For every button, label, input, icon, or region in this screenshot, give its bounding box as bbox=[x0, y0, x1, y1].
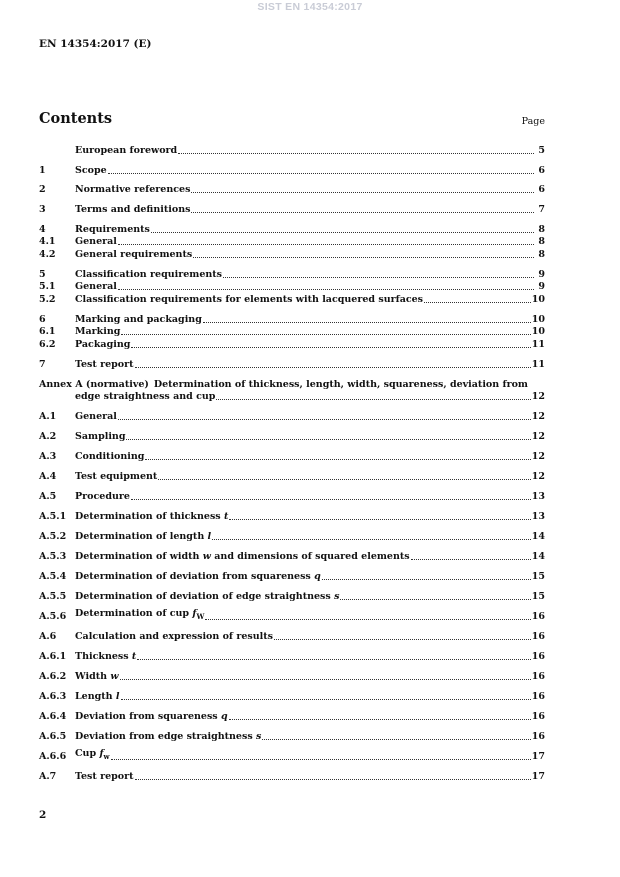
toc-entry-title-group bbox=[75, 671, 119, 683]
toc-entry-page: 11 bbox=[531, 339, 545, 350]
toc-entry-title-group bbox=[75, 451, 144, 463]
toc-entry-number: A.5.2 bbox=[39, 531, 67, 542]
toc-entry-page: 13 bbox=[531, 511, 545, 522]
toc-entry-number: 6.2 bbox=[39, 339, 56, 350]
toc-entry-title: Procedure bbox=[75, 491, 130, 502]
toc-entry-title-group bbox=[75, 651, 136, 663]
toc-entry[interactable] bbox=[39, 471, 545, 483]
toc-entry-variable: w bbox=[202, 551, 211, 562]
toc-entry-title-group bbox=[75, 511, 228, 523]
toc-entry[interactable] bbox=[39, 359, 545, 371]
toc-entry-number: 4 bbox=[39, 224, 46, 235]
toc-entry[interactable] bbox=[39, 204, 545, 216]
toc-dot-leader bbox=[274, 639, 531, 640]
toc-entry[interactable] bbox=[39, 771, 545, 783]
toc-dot-leader bbox=[191, 212, 534, 213]
toc-entry-title: General bbox=[75, 236, 117, 247]
toc-dot-leader bbox=[120, 679, 531, 680]
toc-entry[interactable] bbox=[39, 748, 545, 763]
toc-dot-leader bbox=[212, 539, 531, 540]
toc-dot-leader bbox=[229, 519, 530, 520]
toc-entry-title: Determination of cup bbox=[75, 608, 190, 620]
toc-entry-title: Marking and packaging bbox=[75, 314, 202, 325]
toc-entry-title-group bbox=[75, 281, 117, 293]
toc-entry-variable: t bbox=[223, 511, 229, 522]
toc-entry-page: 16 bbox=[531, 651, 545, 662]
toc-entry-title: Marking bbox=[75, 326, 121, 337]
toc-dot-leader bbox=[216, 399, 530, 400]
toc-entry-page: 14 bbox=[531, 551, 545, 562]
toc-entry-title-group bbox=[75, 145, 177, 157]
toc-entry-number: A.1 bbox=[39, 411, 57, 422]
toc-entry[interactable] bbox=[39, 165, 545, 177]
toc-entry-number: 3 bbox=[39, 204, 46, 215]
toc-entry[interactable] bbox=[39, 731, 545, 743]
toc-entry-number: 4.1 bbox=[39, 236, 56, 247]
toc-entry[interactable] bbox=[39, 571, 545, 583]
toc-entry-number: A.6.3 bbox=[39, 691, 67, 702]
toc-entry-title: General requirements bbox=[75, 249, 193, 260]
toc-dot-leader bbox=[193, 257, 534, 258]
toc-dot-leader bbox=[191, 192, 534, 193]
toc-entry[interactable] bbox=[39, 591, 545, 603]
toc-entry-page: 8 bbox=[538, 224, 545, 235]
toc-entry-number: A.6.1 bbox=[39, 651, 67, 662]
toc-entry-page: 13 bbox=[531, 491, 545, 502]
toc-entry-title: Classification requirements for elements with lacquered surfaces bbox=[75, 294, 424, 305]
toc-entry-title: Conditioning bbox=[75, 451, 145, 462]
toc-entry-title: Cup bbox=[75, 748, 97, 760]
toc-entry-page: 8 bbox=[538, 236, 545, 247]
toc-entry-page: 12 bbox=[531, 411, 545, 422]
toc-entry-title: Determination of deviation from squareness bbox=[75, 571, 311, 582]
toc-entry-number: A.5 bbox=[39, 491, 57, 502]
toc-entry-title-group bbox=[75, 236, 117, 248]
toc-entry-title-group bbox=[75, 631, 273, 643]
toc-entry-page: 7 bbox=[538, 204, 545, 215]
toc-entry-title-group bbox=[75, 431, 125, 443]
toc-entry-number: A.5.3 bbox=[39, 551, 67, 562]
toc-entry[interactable] bbox=[39, 339, 545, 351]
toc-entry-number: A.6 bbox=[39, 631, 57, 642]
toc-entry-title-group bbox=[75, 224, 150, 236]
toc-entry-title: Test report bbox=[75, 771, 134, 782]
toc-entry-title-group bbox=[75, 571, 321, 583]
toc-entry-variable: t bbox=[131, 651, 137, 662]
toc-entry[interactable] bbox=[39, 651, 545, 663]
toc-entry-title-group bbox=[75, 294, 423, 306]
toc-entry-page: 6 bbox=[538, 184, 545, 195]
toc-dot-leader bbox=[411, 559, 531, 560]
toc-entry-page: 12 bbox=[531, 451, 545, 462]
toc-entry-title: European foreword bbox=[75, 145, 178, 156]
toc-entry-number: A.5.6 bbox=[39, 611, 67, 622]
toc-entry-title: Packaging bbox=[75, 339, 131, 350]
toc-entry-number: 7 bbox=[39, 359, 46, 370]
toc-entry-title-group bbox=[75, 591, 339, 603]
toc-entry[interactable] bbox=[39, 236, 545, 248]
toc-entry-variable: s bbox=[334, 591, 340, 602]
toc-entry[interactable] bbox=[39, 431, 545, 443]
toc-dot-leader bbox=[137, 659, 530, 660]
toc-entry-title: Calculation and expression of results bbox=[75, 631, 273, 642]
toc-entry-title: Terms and definitions bbox=[75, 204, 191, 215]
toc-entry-number: 2 bbox=[39, 184, 46, 195]
toc-entry-page: 12 bbox=[531, 431, 545, 442]
toc-entry-page: 16 bbox=[531, 631, 545, 642]
toc-entry-title-group bbox=[75, 691, 120, 703]
toc-entry-variable: l bbox=[115, 691, 120, 702]
toc-entry-number: 5.1 bbox=[39, 281, 56, 292]
toc-entry-variable: q bbox=[220, 711, 228, 722]
toc-entry-page: 5 bbox=[538, 145, 545, 156]
toc-entry-title-group bbox=[75, 249, 192, 261]
toc-entry-number: A.4 bbox=[39, 471, 57, 482]
toc-entry-title-group bbox=[75, 771, 134, 783]
toc-entry-title: Normative references bbox=[75, 184, 191, 195]
toc-entry-title: Scope bbox=[75, 165, 107, 176]
toc-entry-page: 12 bbox=[531, 471, 545, 482]
toc-entry-page: 9 bbox=[538, 281, 545, 292]
toc-entry[interactable] bbox=[39, 294, 545, 306]
toc-dot-leader bbox=[118, 289, 534, 290]
toc-entry-number: A.3 bbox=[39, 451, 57, 462]
toc-entry-title: Width bbox=[75, 671, 108, 682]
toc-entry-title: Determination of thickness, length, width, squareness, deviation from bbox=[153, 379, 528, 390]
toc-dot-leader bbox=[145, 459, 530, 460]
toc-dot-leader bbox=[322, 579, 531, 580]
toc-entry[interactable] bbox=[39, 184, 545, 196]
toc-entry-title: Thickness bbox=[75, 651, 129, 662]
toc-entry[interactable] bbox=[39, 491, 545, 503]
toc-entry-number: A.6.6 bbox=[39, 751, 67, 762]
toc-entry-title: Deviation from squareness bbox=[75, 711, 218, 722]
toc-entry-title: Test equipment bbox=[75, 471, 158, 482]
toc-dot-leader bbox=[229, 719, 531, 720]
document-id: EN 14354:2017 (E) bbox=[39, 38, 152, 50]
toc-dot-leader bbox=[108, 173, 534, 174]
toc-entry-number: 6 bbox=[39, 314, 46, 325]
toc-entry-page: 6 bbox=[538, 165, 545, 176]
page-number: 2 bbox=[39, 809, 47, 821]
toc-entry[interactable] bbox=[39, 281, 545, 293]
toc-entry-page: 15 bbox=[531, 591, 545, 602]
toc-entry[interactable] bbox=[39, 326, 545, 338]
toc-entry-title-group bbox=[75, 314, 202, 326]
toc-entry-title-group bbox=[75, 359, 134, 371]
toc-entry-number: 5 bbox=[39, 269, 46, 280]
toc-entry-title: Test report bbox=[75, 359, 134, 370]
toc-entry[interactable] bbox=[39, 249, 545, 261]
toc-entry-page: 14 bbox=[531, 531, 545, 542]
toc-dot-leader bbox=[135, 367, 531, 368]
toc-entry-title-group bbox=[75, 339, 130, 351]
toc-dot-leader bbox=[151, 232, 534, 233]
page-column-header: Page bbox=[521, 116, 545, 127]
toc-entry[interactable] bbox=[39, 531, 545, 543]
toc-dot-leader bbox=[121, 699, 531, 700]
toc-entry-page: 16 bbox=[531, 691, 545, 702]
toc-entry[interactable] bbox=[39, 451, 545, 463]
toc-entry-page: 17 bbox=[531, 751, 545, 762]
toc-entry-title-suffix: and dimensions of squared elements bbox=[214, 551, 410, 562]
toc-dot-leader bbox=[131, 499, 531, 500]
toc-entry-page: 12 bbox=[531, 391, 545, 402]
toc-entry-page: 11 bbox=[531, 359, 545, 370]
toc-entry-title-group bbox=[75, 165, 107, 177]
toc-dot-leader bbox=[205, 619, 530, 620]
toc-entry-variable: f bbox=[99, 748, 104, 760]
toc-entry[interactable] bbox=[39, 511, 545, 523]
toc-entry-number: 6.1 bbox=[39, 326, 56, 337]
toc-entry-number: 4.2 bbox=[39, 249, 56, 260]
toc-entry-title: General bbox=[75, 281, 117, 292]
toc-entry[interactable] bbox=[39, 551, 545, 563]
toc-entry-number: A.6.4 bbox=[39, 711, 67, 722]
toc-entry-page: 10 bbox=[531, 326, 545, 337]
toc-dot-leader bbox=[126, 439, 530, 440]
toc-entry-page: 17 bbox=[531, 771, 545, 782]
toc-dot-leader bbox=[178, 153, 534, 154]
toc-entry-title-group bbox=[75, 748, 110, 763]
toc-entry[interactable] bbox=[39, 411, 545, 423]
toc-entry-title: Determination of thickness bbox=[75, 511, 221, 522]
toc-entry-page: 16 bbox=[531, 731, 545, 742]
toc-entry-variable: f bbox=[192, 608, 197, 620]
toc-entry-page: 10 bbox=[531, 314, 545, 325]
toc-entry-title-group bbox=[75, 269, 222, 281]
toc-dot-leader bbox=[135, 779, 531, 780]
toc-entry-title: edge straightness and cup bbox=[75, 391, 216, 402]
toc-entry[interactable] bbox=[39, 379, 545, 403]
toc-entry-number: A.2 bbox=[39, 431, 57, 442]
toc-entry-variable: l bbox=[207, 531, 212, 542]
toc-entry-page: 10 bbox=[531, 294, 545, 305]
toc-entry-title: Determination of deviation of edge straightness bbox=[75, 591, 331, 602]
toc-entry-number: A.5.5 bbox=[39, 591, 67, 602]
toc-entry-number: 1 bbox=[39, 165, 46, 176]
toc-entry-page: 16 bbox=[531, 611, 545, 622]
toc-dot-leader bbox=[424, 302, 531, 303]
toc-dot-leader bbox=[118, 244, 534, 245]
toc-entry[interactable] bbox=[39, 711, 545, 723]
toc-entry-title-group bbox=[75, 731, 261, 743]
watermark: SIST EN 14354:2017 bbox=[257, 1, 363, 13]
toc-entry-title: Deviation from edge straightness bbox=[75, 731, 253, 742]
toc-entry-variable-subscript: w bbox=[103, 752, 110, 761]
toc-entry-number: A.6.2 bbox=[39, 671, 67, 682]
toc-entry-page: 16 bbox=[531, 671, 545, 682]
toc-entry[interactable] bbox=[39, 224, 545, 236]
toc-entry-title-group bbox=[75, 491, 130, 503]
toc-entry[interactable] bbox=[39, 145, 545, 157]
toc-entry-number: 5.2 bbox=[39, 294, 56, 305]
toc-entry-title-group bbox=[75, 531, 211, 543]
toc-dot-leader bbox=[118, 419, 531, 420]
toc-entry-title-group bbox=[75, 411, 117, 423]
toc-entry-number: A.6.5 bbox=[39, 731, 67, 742]
toc-entry-title-group bbox=[75, 326, 120, 338]
toc-dot-leader bbox=[131, 347, 530, 348]
toc-annex-label: Annex A (normative) bbox=[39, 379, 149, 390]
toc-entry-title: Classification requirements bbox=[75, 269, 223, 280]
toc-entry-title: Sampling bbox=[75, 431, 126, 442]
toc-entry[interactable] bbox=[39, 691, 545, 703]
toc-entry-variable: q bbox=[314, 571, 321, 582]
toc-entry-variable: s bbox=[256, 731, 262, 742]
toc-entry-title-group bbox=[75, 551, 410, 563]
toc-entry-title: Determination of width bbox=[75, 551, 200, 562]
toc-dot-leader bbox=[111, 759, 531, 760]
toc-entry-page: 16 bbox=[531, 711, 545, 722]
toc-dot-leader bbox=[340, 599, 530, 600]
toc-entry[interactable] bbox=[39, 671, 545, 683]
toc-dot-leader bbox=[121, 334, 530, 335]
toc-entry[interactable] bbox=[39, 608, 545, 623]
toc-entry-title: Determination of length bbox=[75, 531, 205, 542]
toc-entry-page: 15 bbox=[531, 571, 545, 582]
toc-entry[interactable] bbox=[39, 269, 545, 281]
toc-entry-page: 8 bbox=[538, 249, 545, 260]
toc-entry-title-group bbox=[75, 471, 157, 483]
toc-dot-leader bbox=[203, 322, 531, 323]
contents-title: Contents bbox=[39, 110, 113, 127]
toc-entry-title-group bbox=[75, 204, 190, 216]
toc-entry-number: A.5.4 bbox=[39, 571, 67, 582]
toc-entry-title-group bbox=[75, 711, 228, 723]
toc-entry-title-group bbox=[75, 608, 204, 623]
toc-entry-page: 9 bbox=[538, 269, 545, 280]
toc-entry-number: A.7 bbox=[39, 771, 57, 782]
toc-entry-title: Length bbox=[75, 691, 113, 702]
toc-entry-variable: w bbox=[110, 671, 119, 682]
toc-entry-title: Requirements bbox=[75, 224, 150, 235]
toc-dot-leader bbox=[223, 277, 534, 278]
toc-entry[interactable] bbox=[39, 314, 545, 326]
toc-entry-title-group bbox=[75, 184, 190, 196]
toc-entry[interactable] bbox=[39, 631, 545, 643]
toc-dot-leader bbox=[158, 479, 530, 480]
toc-entry-title: General bbox=[75, 411, 117, 422]
toc-dot-leader bbox=[262, 739, 530, 740]
toc-entry-variable-subscript: W bbox=[196, 612, 205, 621]
toc-entry-number: A.5.1 bbox=[39, 511, 67, 522]
